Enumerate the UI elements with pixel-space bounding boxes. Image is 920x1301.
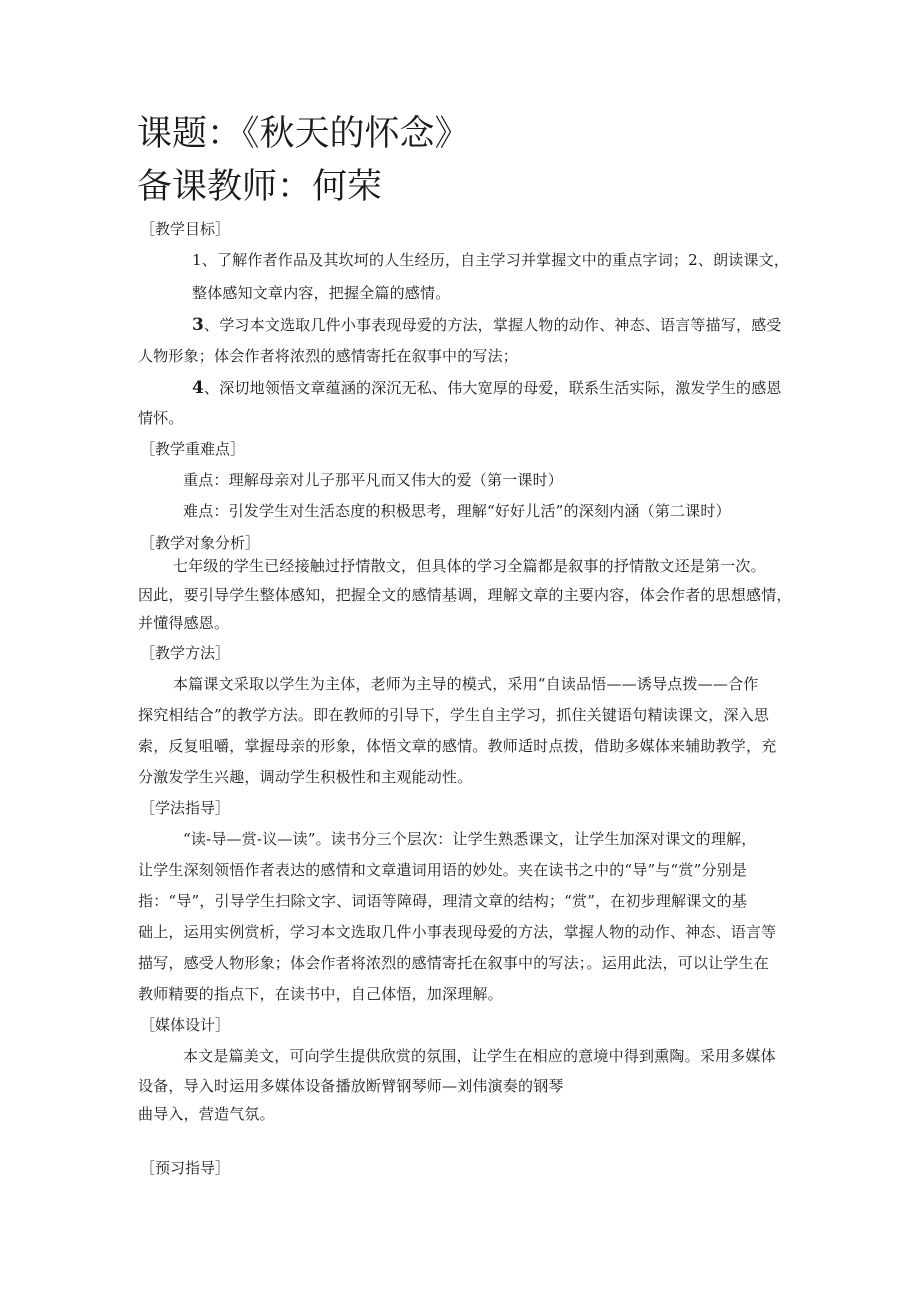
study-line2: 让学生深刻领悟作者表达的感情和文章遣词用语的妙处。夹在读书之中的“导”与“赏”分别是 xyxy=(138,861,748,879)
teacher-name: 备课教师：何荣 xyxy=(137,167,383,207)
method-line1: 本篇课文采取以学生为主体，老师为主导的模式，采用“自读品悟——诱导点拨——合作 xyxy=(173,675,759,693)
media-line1: 本文是篇美文，可向学生提供欣赏的氛围，让学生在相应的意境中得到熏陶。采用多媒体 xyxy=(183,1047,776,1065)
study-line5: 描写，感受人物形象；体会作者将浓烈的感情寄托在叙事中的写法；。运用此法，可以让学生在 xyxy=(138,954,769,972)
analysis-line3: 并懂得感恩。 xyxy=(138,614,230,632)
media-line2: 设备，导入时运用多媒体设备播放断臂钢琴师—刘伟演奏的钢琴 xyxy=(138,1077,564,1095)
section-heading-analysis: ［教学对象分析］ xyxy=(140,534,261,552)
goal-item1-line1: 1、了解作者作品及其坎坷的人生经历，自主学习并掌握文中的重点字词；2、朗读课文， xyxy=(192,251,790,269)
section-heading-difficulty: ［教学重难点］ xyxy=(140,440,246,458)
study-line4: 础上，运用实例赏析，学习本文选取几件小事表现母爱的方法，掌握人物的动作、神态、语言等 xyxy=(138,923,777,941)
study-line6: 教师精要的指点下，在读书中，自己体悟，加深理解。 xyxy=(138,985,503,1003)
goal-item3-number: 3 xyxy=(192,315,205,335)
goal-item4-number: 4 xyxy=(192,378,205,398)
goal-item4-line1 xyxy=(192,378,782,398)
goal-item3-line2: 人物形象；体会作者将浓烈的感情寄托在叙事中的写法； xyxy=(138,347,519,365)
goal-item3-line1 xyxy=(192,315,782,335)
study-line3: 指：“导”，引导学生扫除文字、词语等障碍，理清文章的结构；“赏”，在初步理解课文的基 xyxy=(138,892,748,910)
lesson-title: 课题：《秋天的怀念》 xyxy=(137,114,470,154)
method-line2: 探究相结合”的教学方法。即在教师的引导下，学生自主学习，抓住关键语句精读课文，深入思 xyxy=(138,706,770,724)
section-heading-preview: ［预习指导］ xyxy=(140,1159,231,1177)
goal-item1-line2: 整体感知文章内容，把握全篇的感情。 xyxy=(192,284,451,302)
method-line4: 分激发学生兴趣，调动学生积极性和主观能动性。 xyxy=(138,768,473,786)
key-point: 重点：理解母亲对儿子那平凡而又伟大的爱（第一课时） xyxy=(183,471,564,489)
section-heading-study: ［学法指导］ xyxy=(140,799,231,817)
study-line1: “读-导—赏-议—读”。读书分三个层次：让学生熟悉课文，让学生加深对课文的理解， xyxy=(183,830,757,848)
section-heading-media: ［媒体设计］ xyxy=(140,1016,231,1034)
difficult-point: 难点：引发学生对生活态度的积极思考，理解“好好儿活”的深刻内涵（第二课时） xyxy=(183,502,731,520)
section-heading-goals: ［教学目标］ xyxy=(140,220,231,238)
media-line3: 曲导入，营造气氛。 xyxy=(138,1105,275,1123)
section-heading-method: ［教学方法］ xyxy=(140,644,231,662)
method-line3: 索，反复咀嚼，掌握母亲的形象，体悟文章的感情。教师适时点拨，借助多媒体来辅助教学，充 xyxy=(138,737,777,755)
analysis-line2: 因此，要引导学生整体感知，把握全文的感情基调，理解文章的主要内容，体会作者的思想感情， xyxy=(138,586,792,604)
goal-item4-line2: 情怀。 xyxy=(138,409,184,427)
goal-item3-text: 、学习本文选取几件小事表现母爱的方法，掌握人物的动作、神态、语言等描写，感受 xyxy=(204,316,782,334)
analysis-line1: 七年级的学生已经接触过抒情散文，但具体的学习全篇都是叙事的抒情散文还是第一次。 xyxy=(173,557,766,575)
goal-item4-text: 、深切地领悟文章蕴涵的深沉无私、伟大宽厚的母爱，联系生活实际，激发学生的感恩 xyxy=(204,379,782,397)
